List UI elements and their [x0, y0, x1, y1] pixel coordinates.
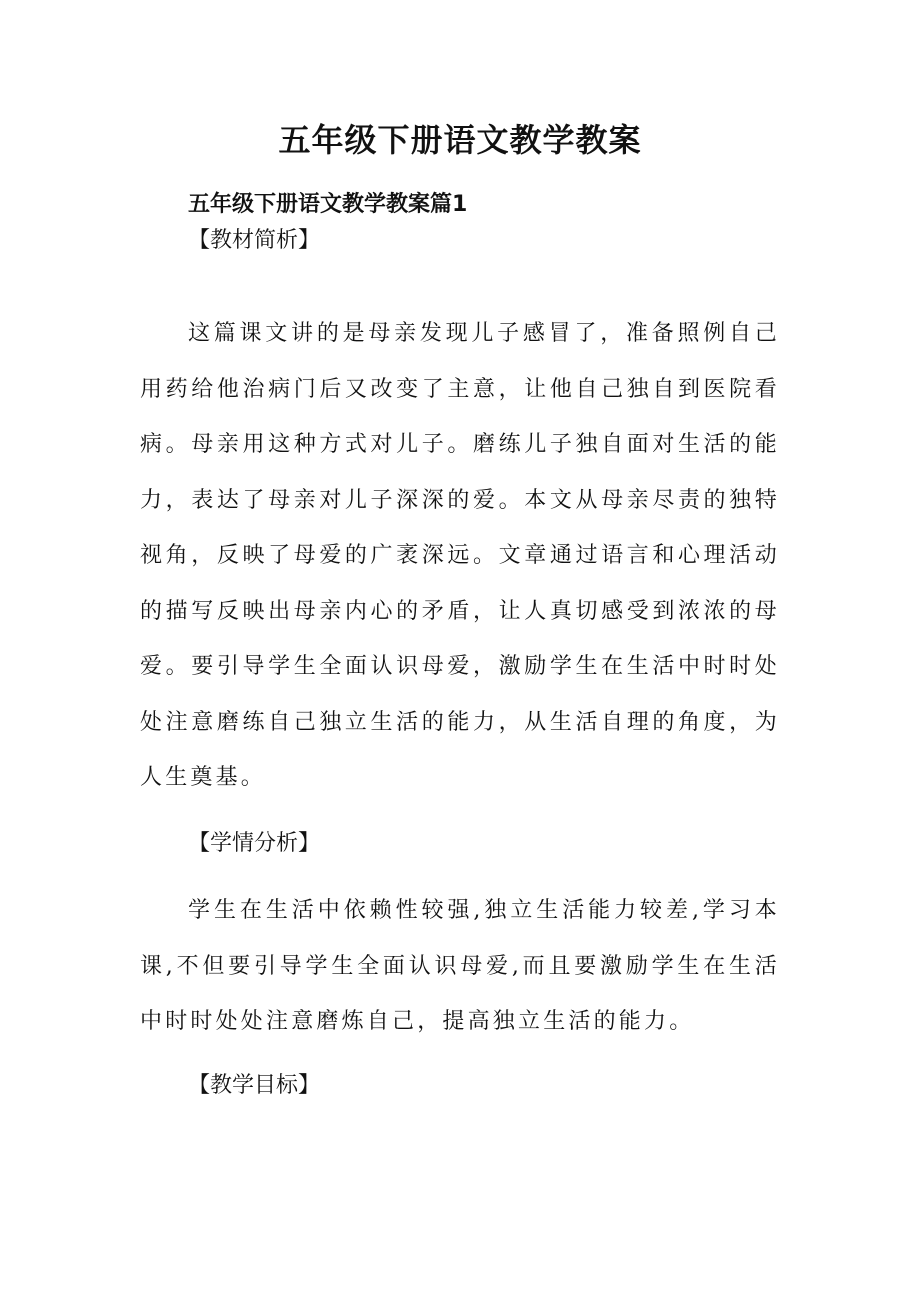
section-heading-teaching-goals: 【教学目标】	[188, 1073, 321, 1098]
paragraph-textbook-analysis: 这篇课文讲的是母亲发现儿子感冒了，准备照例自己用药给他治病门后又改变了主意，让他自己独自到医院看病。母亲用这种方式对儿子。磨练儿子独自面对生活的能力，表达了母亲对儿子深深的爱。本文从母亲尽责的独特视角，反映了母爱的广袤深远。文章通过语言和心理活动的描写反映出母亲内心的矛盾，让人真切感受到浓浓的母爱。要引导学生全面认识母爱，激励学生在生活中时时处处注意磨练自己独立生活的能力，从生活自理的角度，为人生奠基。	[140, 321, 780, 790]
paragraph-learner-analysis: 学生在生活中依赖性较强,独立生活能力较差,学习本课,不但要引导学生全面认识母爱,而且要激励学生在生活中时时处处注意磨炼自己，提高独立生活的能力。	[140, 898, 780, 1034]
section-heading-textbook-analysis: 【教材简析】	[188, 228, 321, 253]
document-subtitle: 五年级下册语文教学教案篇1	[188, 192, 468, 217]
document-title: 五年级下册语文教学教案	[278, 121, 642, 159]
section-heading-learner-analysis: 【学情分析】	[188, 831, 321, 856]
